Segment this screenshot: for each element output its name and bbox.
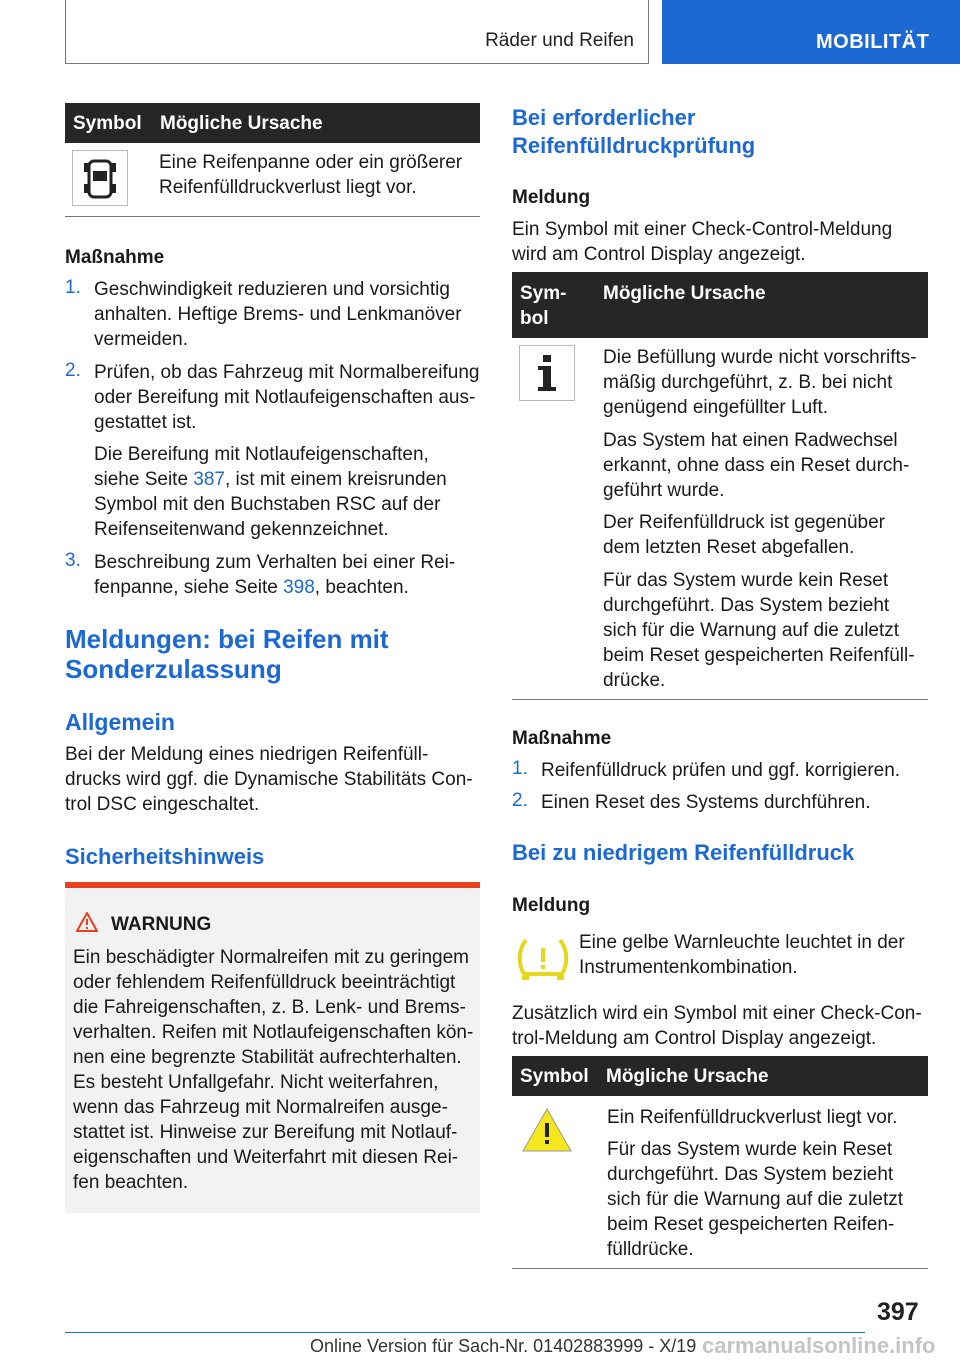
table2-cause2-line3: geführt wurde. [603, 480, 725, 501]
table2-cause3-line2: dem letzten Reset abgefallen. [603, 537, 855, 558]
info-icon [519, 345, 575, 401]
watermark: carmanualsonline.info [702, 1333, 936, 1358]
table2-col-symbol-2: bol [520, 308, 549, 329]
warning-line8: stattet ist. Hinweise zur Bereifung mit Notlauf- [73, 1122, 458, 1143]
allgemein-line1: Bei der Meldung eines niedrigen Reifenfüll- [65, 744, 429, 765]
heading-reifenfuelldruckpruefung-1: Bei erforderlicher [512, 105, 696, 130]
page-link-387[interactable]: 387 [193, 469, 225, 490]
warning-triangle-icon [76, 912, 98, 932]
step-number: 3. [65, 550, 81, 571]
step2-line2: oder Bereifung mit Notlaufeigenschaften aus- [94, 387, 476, 408]
table2-cause4-line2: durchgeführt. Das System bezieht [603, 595, 890, 616]
text: , ist mit einem kreisrunden [225, 469, 447, 490]
lamp-line1: Eine gelbe Warnleuchte leuchtet in der [579, 932, 905, 953]
step2-note-line3: Symbol mit den Buchstaben RSC auf der [94, 494, 441, 515]
header-box [65, 0, 649, 64]
table2-cause4-line5: drücke. [603, 670, 666, 691]
text: fenpanne, siehe Seite [94, 577, 284, 598]
warning-title: WARNUNG [111, 914, 212, 935]
page-number: 397 [877, 1298, 919, 1326]
warning-line10: fen beachten. [73, 1172, 189, 1193]
step-number: 1. [512, 758, 528, 779]
step2-note-line2 [94, 467, 447, 492]
table1-cause-line2: Reifenfülldruckverlust liegt vor. [159, 177, 417, 198]
table2-cause4-line1: Für das System wurde kein Reset [603, 570, 889, 591]
heading-sonderzulassung-2: Sonderzulassung [65, 654, 282, 684]
table3-cause2-line5: fülldrücke. [607, 1239, 694, 1260]
massnahme-title: Maßnahme [65, 247, 165, 268]
warning-line3: die Fahreigenschaften, z. B. Lenk- und Brems- [73, 997, 466, 1018]
warning-line6: Es besteht Unfallgefahr. Nicht weiterfahren, [73, 1072, 439, 1093]
meldung1-title: Meldung [512, 187, 591, 208]
footer-online-version: Online Version für Sach-Nr. 01402883999 - X/19 [310, 1336, 697, 1356]
allgemein-line2: drucks wird ggf. die Dynamische Stabilitäts Con- [65, 769, 473, 790]
step-number: 1. [65, 277, 81, 298]
table2-cause1-line3: genügend eingefüllter Luft. [603, 397, 829, 418]
table1-cause-line1: Eine Reifenpanne oder ein größerer [159, 152, 463, 173]
tire-pressure-warning-icon [516, 936, 570, 982]
table2-cause1-line1: Die Befüllung wurde nicht vorschrifts- [603, 347, 917, 368]
step2-line1: Prüfen, ob das Fahrzeug mit Normalbereifung [94, 362, 480, 383]
step-number: 2. [512, 790, 528, 811]
step2-note-line1: Die Bereifung mit Notlaufeigenschaften, [94, 444, 429, 465]
table2-cause4-line3: sich für die Warnung auf die zuletzt [603, 620, 900, 641]
table2-cause3-line1: Der Reifenfülldruck ist gegenüber [603, 512, 885, 533]
table3-cause2-line2: durchgeführt. Das System bezieht [607, 1164, 894, 1185]
warning-triangle-yellow-icon [519, 1103, 575, 1157]
divider [512, 699, 928, 700]
heading-allgemein: Allgemein [65, 709, 175, 735]
table2-col-cause: Mögliche Ursache [603, 283, 766, 304]
warning-line1: Ein beschädigter Normalreifen mit zu geringem [73, 947, 470, 968]
table1-col-cause: Mögliche Ursache [160, 113, 323, 134]
meldung2-title: Meldung [512, 895, 591, 916]
table3-cause2-line1: Für das System wurde kein Reset [607, 1139, 893, 1160]
table1-col-symbol: Symbol [73, 113, 142, 134]
step2-line3: gestattet ist. [94, 412, 197, 433]
step1-line1: Geschwindigkeit reduzieren und vorsichtig [94, 279, 450, 300]
warning-line9: eigenschaften und Weiterfahrt mit diesen Rei- [73, 1147, 459, 1168]
step-r1-text: Reifenfülldruck prüfen und ggf. korrigieren. [541, 760, 901, 781]
table3-cause2-line4: beim Reset gespeicherten Reifen- [607, 1214, 895, 1235]
table3-cause2-line3: sich für die Warnung auf die zuletzt [607, 1189, 904, 1210]
table1-header [65, 103, 480, 143]
page-link-398[interactable]: 398 [283, 577, 315, 598]
warning-line7: wenn das Fahrzeug mit Normalreifen ausge- [73, 1097, 448, 1118]
table3-cause1: Ein Reifenfülldruckverlust liegt vor. [607, 1107, 898, 1128]
car-flat-tire-icon [72, 150, 128, 206]
heading-niedriger-druck: Bei zu niedrigem Reifenfülldruck [512, 840, 855, 865]
table2-col-symbol-1: Sym- [520, 283, 567, 304]
warning-line4: verhalten. Reifen mit Notlaufeigenschaften kön- [73, 1022, 474, 1043]
step3-line1: Beschreibung zum Verhalten bei einer Rei- [94, 552, 456, 573]
text: siehe Seite [94, 469, 194, 490]
massnahme2-title: Maßnahme [512, 728, 612, 749]
zusatz-line1: Zusätzlich wird ein Symbol mit einer Check-Con- [512, 1003, 922, 1024]
step1-line2: anhalten. Heftige Brems- und Lenkmanöver [94, 304, 462, 325]
table2-header [512, 272, 928, 338]
step3-line2 [94, 575, 409, 600]
heading-reifenfuelldruckpruefung-2: Reifenfülldruckprüfung [512, 133, 756, 158]
step2-note-line4: Reifenseitenwand gekennzeichnet. [94, 519, 389, 540]
warning-line5: nen eine begrenzte Stabilität aufrechterhalten. [73, 1047, 462, 1068]
chapter-tab: MOBILITÄT [662, 0, 960, 64]
step-r2-text: Einen Reset des Systems durchführen. [541, 792, 871, 813]
table3-header [512, 1056, 928, 1096]
meldung1-line1: Ein Symbol mit einer Check-Control-Meldung [512, 219, 893, 240]
step1-line3: vermeiden. [94, 329, 188, 350]
table3-col-symbol: Symbol [520, 1066, 589, 1087]
divider [65, 216, 480, 217]
heading-sonderzulassung-1: Meldungen: bei Reifen mit [65, 624, 389, 654]
table2-cause2-line1: Das System hat einen Radwechsel [603, 430, 898, 451]
zusatz-line2: trol-Meldung am Control Display angezeigt. [512, 1028, 877, 1049]
text: , beachten. [314, 577, 409, 598]
warning-box [65, 882, 480, 1213]
table2-cause1-line2: mäßig durchgeführt, z. B. bei nicht [603, 372, 893, 393]
divider [512, 1268, 928, 1269]
table2-cause2-line2: erkannt, ohne dass ein Reset durch- [603, 455, 910, 476]
section-title: Räder und Reifen [485, 30, 634, 51]
meldung1-line2: wird am Control Display angezeigt. [512, 244, 806, 265]
allgemein-line3: trol DSC eingeschaltet. [65, 794, 260, 815]
step-number: 2. [65, 360, 81, 381]
table3-col-cause: Mögliche Ursache [606, 1066, 769, 1087]
warning-line2: oder fehlendem Reifenfülldruck beeinträchtigt [73, 972, 456, 993]
lamp-line2: Instrumentenkombination. [579, 957, 798, 978]
heading-sicherheitshinweis: Sicherheitshinweis [65, 844, 265, 869]
table2-cause4-line4: beim Reset gespeicherten Reifenfüll- [603, 645, 915, 666]
